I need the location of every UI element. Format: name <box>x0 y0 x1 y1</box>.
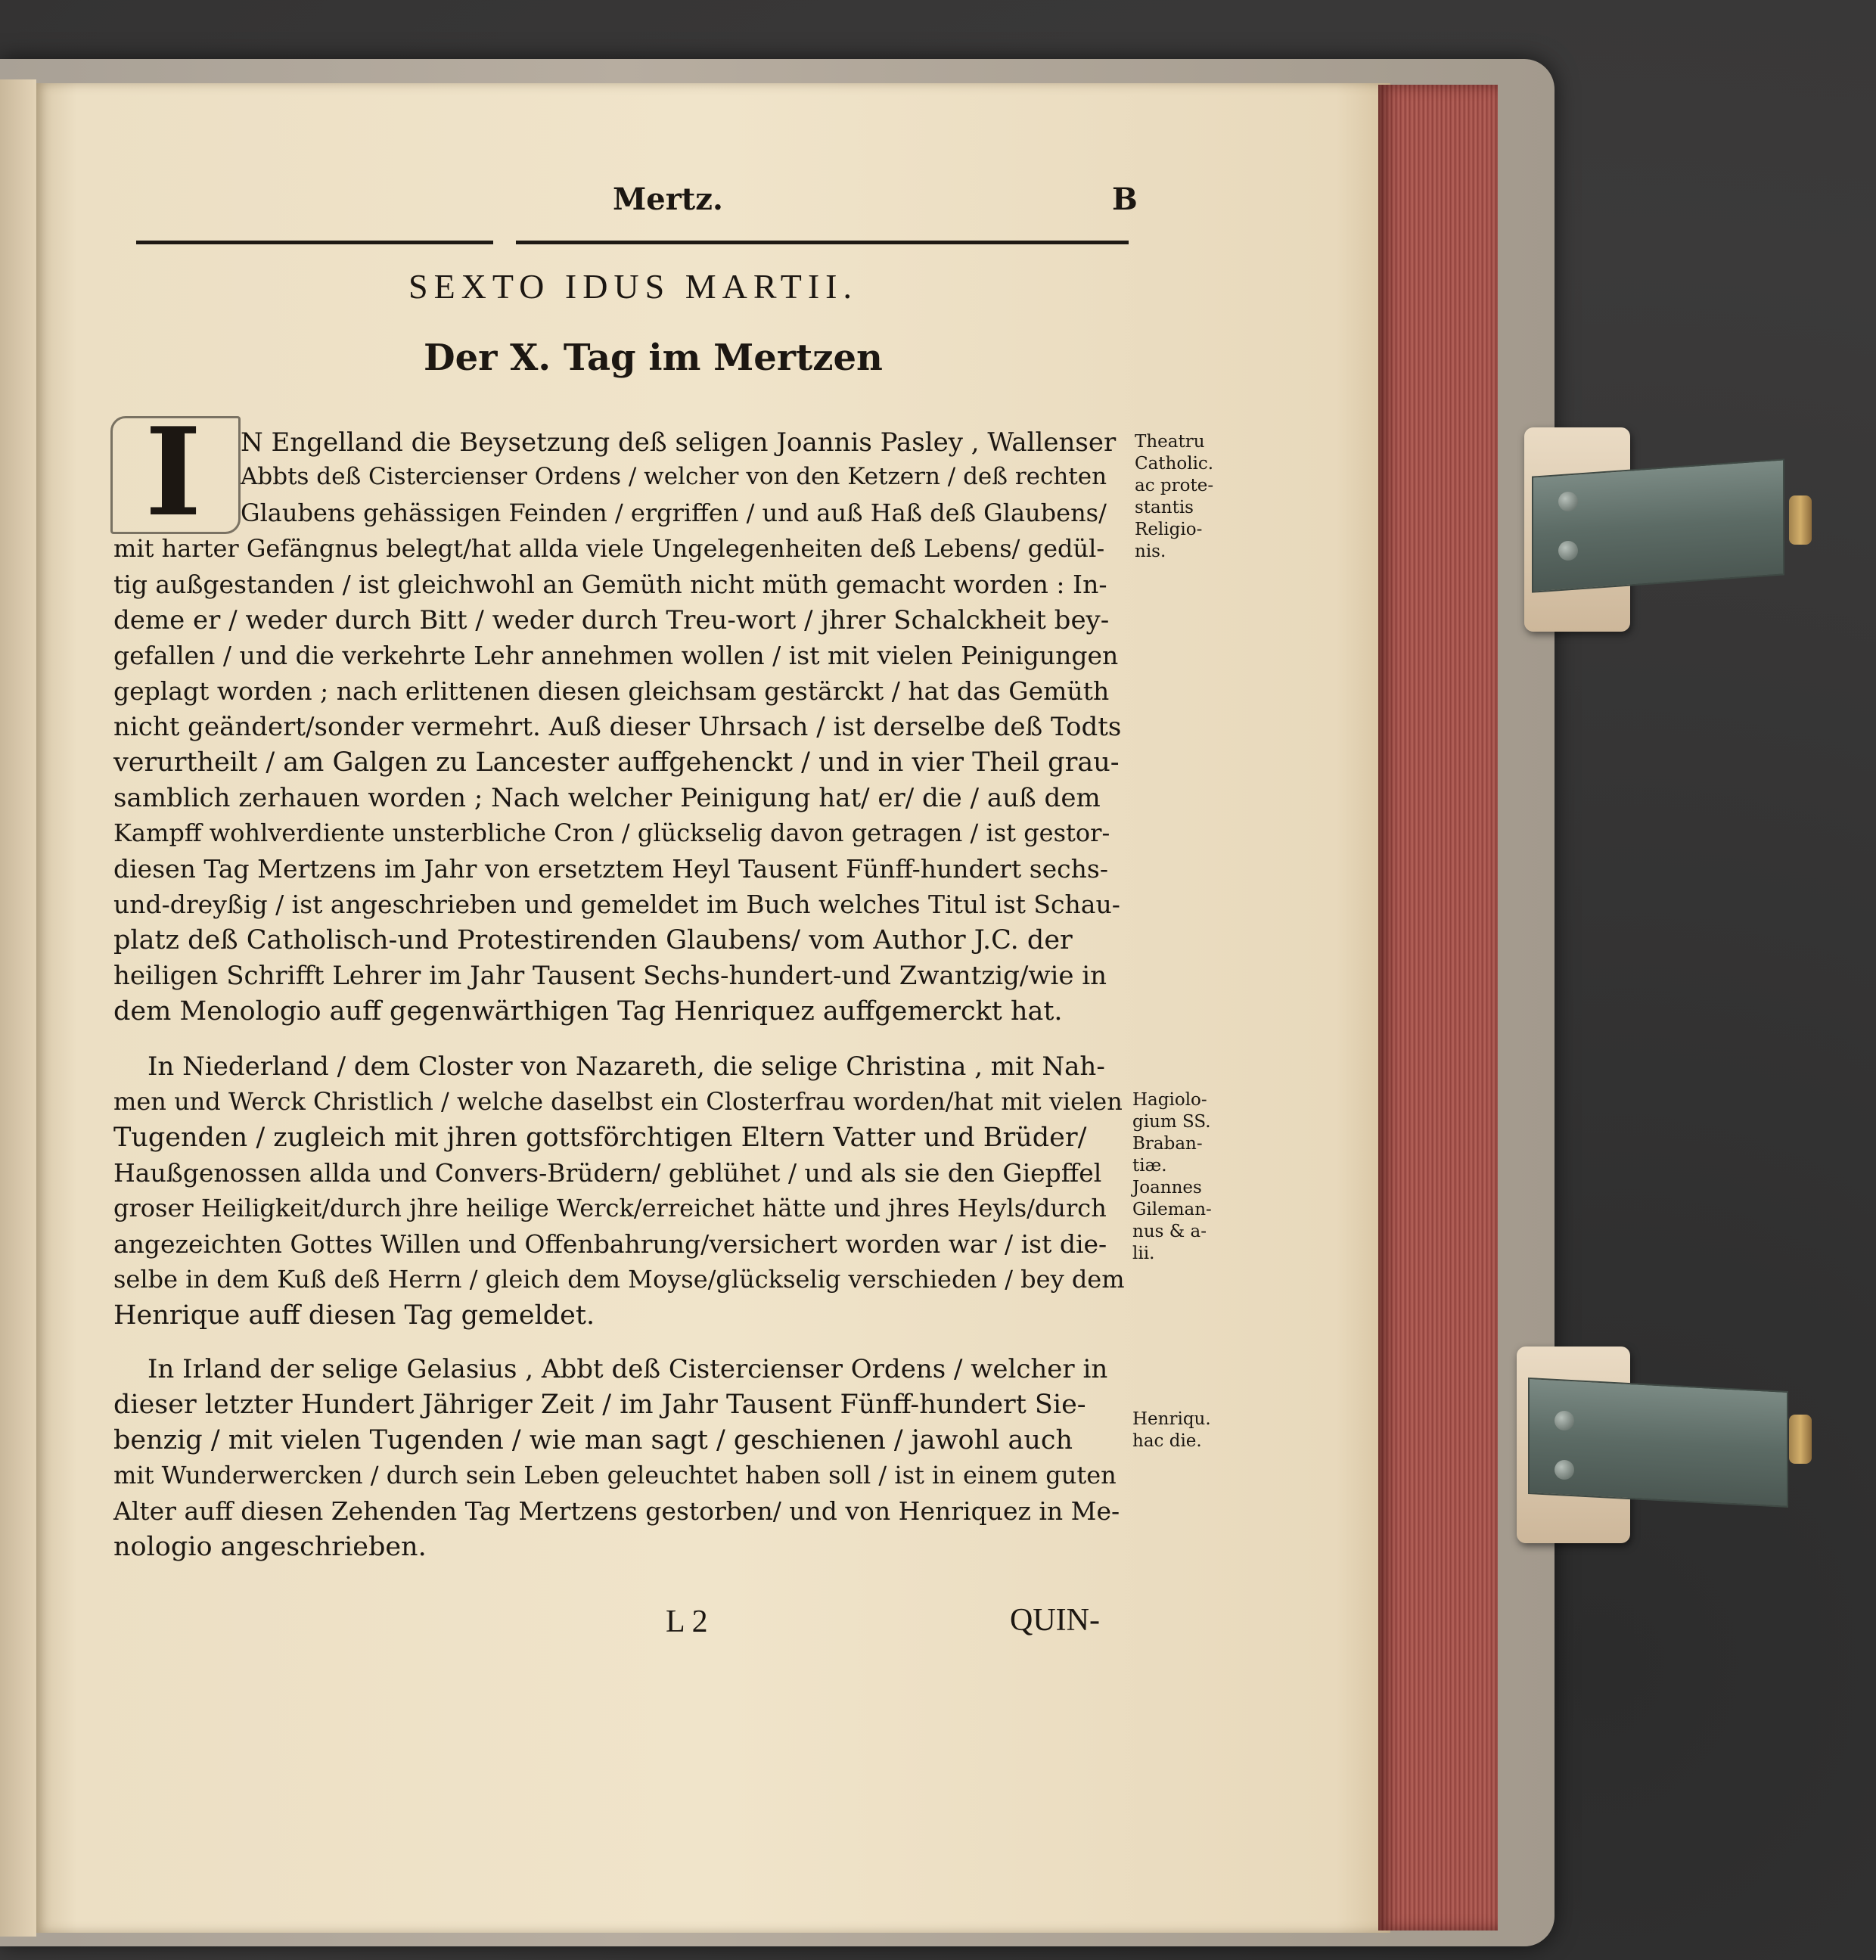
body-line: In Irland der selige Gelasius , Abbt deß Cistercienser Ordens / welcher in <box>148 1354 1108 1384</box>
body-line: nologio angeschrieben. <box>113 1532 427 1562</box>
body-line: platz deß Catholisch-und Protestirenden Glaubens/ vom Author J.C. der <box>113 925 1073 955</box>
body-line: Tugenden / zugleich mit jhren gottsförchtigen Eltern Vatter und Brüder/ <box>113 1123 1087 1153</box>
body-line: diesen Tag Mertzens im Jahr von ersetztem Heyl Tausent Fünff-hundert sechs- <box>113 854 1108 884</box>
body-line: samblich zerhauen worden ; Nach welcher Peinigung hat/ er/ die / auß dem <box>113 783 1101 813</box>
left-page-edge <box>0 79 36 1937</box>
body-line: men und Werck Christlich / welche daselbst ein Closterfrau worden/hat mit vielen <box>113 1087 1123 1116</box>
margin-note-1: Theatru Catholic. ac prote- stantis Religio- nis. <box>1135 432 1214 561</box>
rivet-icon <box>1555 1460 1574 1480</box>
rivet-icon <box>1558 541 1578 561</box>
upper-clasp-pin <box>1789 495 1812 545</box>
lower-clasp-pin <box>1789 1415 1812 1464</box>
body-line: tig außgestanden / ist gleichwohl an Gemüth nicht müth gemacht worden : In- <box>113 570 1107 599</box>
body-line: dieser letzter Hundert Jähriger Zeit / im Jahr Tausent Fünff-hundert Sie- <box>113 1390 1086 1420</box>
folio: B <box>1112 182 1138 217</box>
drop-cap: I <box>144 401 202 543</box>
signature-mark: L 2 <box>666 1604 708 1639</box>
header-rule-right <box>516 241 1129 244</box>
body-line: heiligen Schrifft Lehrer im Jahr Tausent Sechs-hundert-und Zwantzig/wie in <box>113 961 1107 991</box>
body-line: geplagt worden ; nach erlittenen diesen gleichsam gestärckt / hat das Gemüth <box>113 676 1110 706</box>
body-line: N Engelland die Beysetzung deß seligen Joannis Pasley , Wallenser <box>241 427 1117 458</box>
body-line: In Niederland / dem Closter von Nazareth, die selige Christina , mit Nah- <box>148 1051 1105 1082</box>
body-line: Glaubens gehässigen Feinden / ergriffen / und auß Haß deß Glaubens/ <box>241 499 1107 527</box>
page-title: SEXTO IDUS MARTII. <box>408 267 859 306</box>
margin-note-3: Henriqu. hac die. <box>1132 1409 1211 1451</box>
running-head: Mertz. <box>613 182 723 217</box>
body-line: verurtheilt / am Galgen zu Lancester auffgehenckt / und in vier Theil grau- <box>113 747 1120 778</box>
body-line: Kampff wohlverdiente unsterbliche Cron / glückselig davon getragen / ist gestor- <box>113 818 1110 847</box>
upper-clasp-strap <box>1532 458 1784 592</box>
body-line: Henrique auff diesen Tag gemeldet. <box>113 1300 595 1331</box>
red-fore-edge <box>1378 85 1498 1930</box>
margin-note-2: Hagiolo- gium SS. Braban- tiæ. Joannes Gileman- nus & a- lii. <box>1132 1090 1212 1263</box>
body-line: mit harter Gefängnus belegt/hat allda viele Ungelegenheiten deß Lebens/ gedül- <box>113 534 1105 563</box>
lower-clasp-strap <box>1528 1378 1788 1508</box>
body-line: und-dreyßig / ist angeschrieben und gemeldet im Buch welches Titul ist Schau- <box>113 890 1120 919</box>
body-line: deme er / weder durch Bitt / weder durch Treu-wort / jhrer Schalckheit bey- <box>113 605 1110 635</box>
header-rule-left <box>136 241 493 244</box>
rivet-icon <box>1558 492 1578 511</box>
rivet-icon <box>1555 1411 1574 1430</box>
catchword: QUIN- <box>1010 1603 1100 1638</box>
body-line: Abbts deß Cistercienser Ordens / welcher von den Ketzern / deß rechten <box>241 463 1107 490</box>
body-line: Haußgenossen allda und Convers-Brüdern/ geblühet / und als sie den Giepffel <box>113 1158 1102 1188</box>
body-line: angezeichten Gottes Willen und Offenbahrung/versichert worden war / ist die- <box>113 1229 1107 1259</box>
body-line: benzig / mit vielen Tugenden / wie man sagt / geschienen / jawohl auch <box>113 1425 1073 1455</box>
page-subtitle: Der X. Tag im Mertzen <box>424 337 883 379</box>
body-line: nicht geändert/sonder vermehrt. Auß dieser Uhrsach / ist derselbe deß Todts <box>113 712 1122 742</box>
body-line: mit Wunderwercken / durch sein Leben geleuchtet haben soll / ist in einem guten <box>113 1461 1117 1489</box>
body-line: selbe in dem Kuß deß Herrn / gleich dem Moyse/glückselig verschieden / bey dem <box>113 1265 1125 1294</box>
body-line: gefallen / und die verkehrte Lehr annehmen wollen / ist mit vielen Peinigungen <box>113 641 1119 670</box>
body-line: dem Menologio auff gegenwärthigen Tag Henriquez auffgemerckt hat. <box>113 996 1063 1027</box>
body-line: Alter auff diesen Zehenden Tag Mertzens gestorben/ und von Henriquez in Me- <box>113 1496 1120 1526</box>
body-line: groser Heiligkeit/durch jhre heilige Werck/erreichet hätte und jhres Heyls/durch <box>113 1194 1107 1222</box>
